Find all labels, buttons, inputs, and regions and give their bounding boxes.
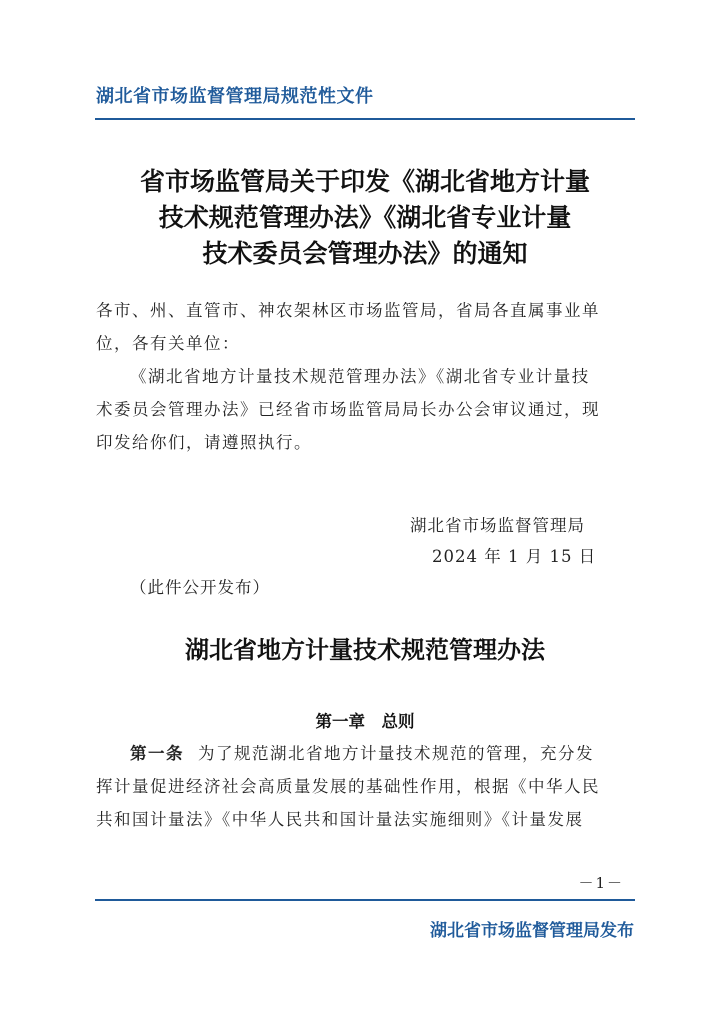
article-line-1-text: 为了规范湖北省地方计量技术规范的管理，充分发 <box>198 744 594 763</box>
addressee-line-2: 位，各有关单位： <box>96 334 240 353</box>
title-line-2: 技术规范管理办法》《湖北省专业计量 <box>158 203 572 232</box>
footer-publisher: 湖北省市场监督管理局发布 <box>430 921 634 941</box>
addressee-line-1: 各市、州、直管市、神农架林区市场监管局，省局各直属事业单 <box>96 301 600 320</box>
header-rule <box>95 118 635 120</box>
notice-body <box>96 360 636 459</box>
document-title <box>95 164 635 272</box>
article-1 <box>96 737 636 836</box>
title-line-3: 技术委员会管理办法》的通知 <box>202 239 528 268</box>
footer-rule <box>95 899 635 901</box>
body-line-1: 《湖北省地方计量技术规范管理办法》《湖北省专业计量技 <box>130 367 590 386</box>
body-line-3: 印发给你们，请遵照执行。 <box>96 433 312 452</box>
article-line-2: 挥计量促进经济社会高质量发展的基础性作用，根据《中华人民 <box>96 777 600 796</box>
issuer: 湖北省市场监督管理局 <box>410 516 585 535</box>
disclosure-note: （此件公开发布） <box>130 578 270 597</box>
title-line-1: 省市场监管局关于印发《湖北省地方计量 <box>139 167 590 196</box>
body-line-2: 术委员会管理办法》已经省市场监管局局长办公会审议通过，现 <box>96 400 600 419</box>
issue-date: 2024 年 1 月 15 日 <box>432 547 597 566</box>
article-label: 第一条 <box>130 744 184 763</box>
addressee <box>96 294 636 360</box>
regulation-title: 湖北省地方计量技术规范管理办法 <box>185 635 545 664</box>
article-line-1 <box>96 737 636 770</box>
chapter-heading: 第一章 总则 <box>315 712 415 731</box>
page-number: －1－ <box>578 874 624 892</box>
article-line-3: 共和国计量法》《中华人民共和国计量法实施细则》《计量发展 <box>96 810 584 829</box>
header-title: 湖北省市场监督管理局规范性文件 <box>96 86 374 107</box>
